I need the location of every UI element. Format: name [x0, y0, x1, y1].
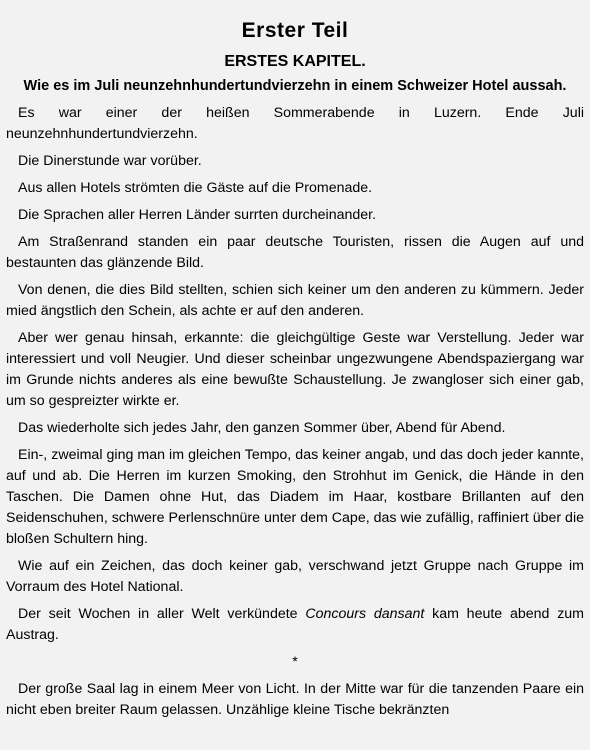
chapter-title: ERSTES KAPITEL.	[224, 53, 366, 70]
paragraph: Am Straßenrand standen ein paar deutsche Touristen, rissen die Augen auf und bestaunten das glänzende Bild.	[6, 234, 584, 271]
paragraph-text: Der seit Wochen in aller Welt verkündete	[18, 606, 306, 622]
emphasized-text: Concours dansant	[305, 606, 425, 622]
section-separator: *	[292, 654, 298, 670]
part-title: Erster Teil	[241, 19, 349, 42]
paragraph: Es war einer der heißen Sommerabende in Luzern. Ende Juli neunzehnhundertundvierzehn.	[6, 105, 584, 142]
paragraph: Die Dinerstunde war vorüber.	[18, 153, 202, 169]
paragraph: Das wiederholte sich jedes Jahr, den ganzen Sommer über, Abend für Abend.	[18, 420, 506, 436]
paragraph: Die Sprachen aller Herren Länder surrten durcheinander.	[18, 207, 377, 223]
paragraph-text: kam heute abend zum Austrag.	[6, 606, 584, 643]
paragraph: Ein-, zweimal ging man im gleichen Tempo, das keiner angab, und das doch jeder kannte, auf und ab. Die Herren im kurzen Smoking, den Strohhut im Genick, die Hände in den Taschen. Die Damen ohne Hut, das Diadem im Haar, kostbare Brillanten auf den Seidenschuhen, schwere Perlenschnüre unter dem Cape, das wie zufällig, raffiniert über die bloßen Schultern hing.	[6, 447, 584, 547]
paragraph: Von denen, die dies Bild stellten, schien sich keiner um den anderen zu kümmern. Jeder mied ängstlich den Schein, als achte er auf den anderen.	[6, 282, 584, 319]
paragraph: Aus allen Hotels strömten die Gäste auf die Promenade.	[18, 180, 373, 196]
paragraph: Aber wer genau hinsah, erkannte: die gleichgültige Geste war Verstellung. Jeder war interessiert und voll Neugier. Und dieser scheinbar ungezwungene Abendspaziergang war im Grunde nichts anderes als eine bewußte Schaustellung. Je zwangloser sich einer gab, um so gespreizter wirkte er.	[6, 330, 584, 409]
paragraph	[6, 604, 584, 646]
chapter-subtitle: Wie es im Juli neunzehnhundertundvierzehn in einem Schweizer Hotel aussah.	[23, 78, 567, 94]
paragraph: Der große Saal lag in einem Meer von Licht. In der Mitte war für die tanzenden Paare ein nicht eben breiter Raum gelassen. Unzählige kleine Tische bekränzten	[6, 681, 584, 718]
paragraph: Wie auf ein Zeichen, das doch keiner gab, verschwand jetzt Gruppe nach Gruppe im Vorraum des Hotel National.	[6, 558, 584, 595]
